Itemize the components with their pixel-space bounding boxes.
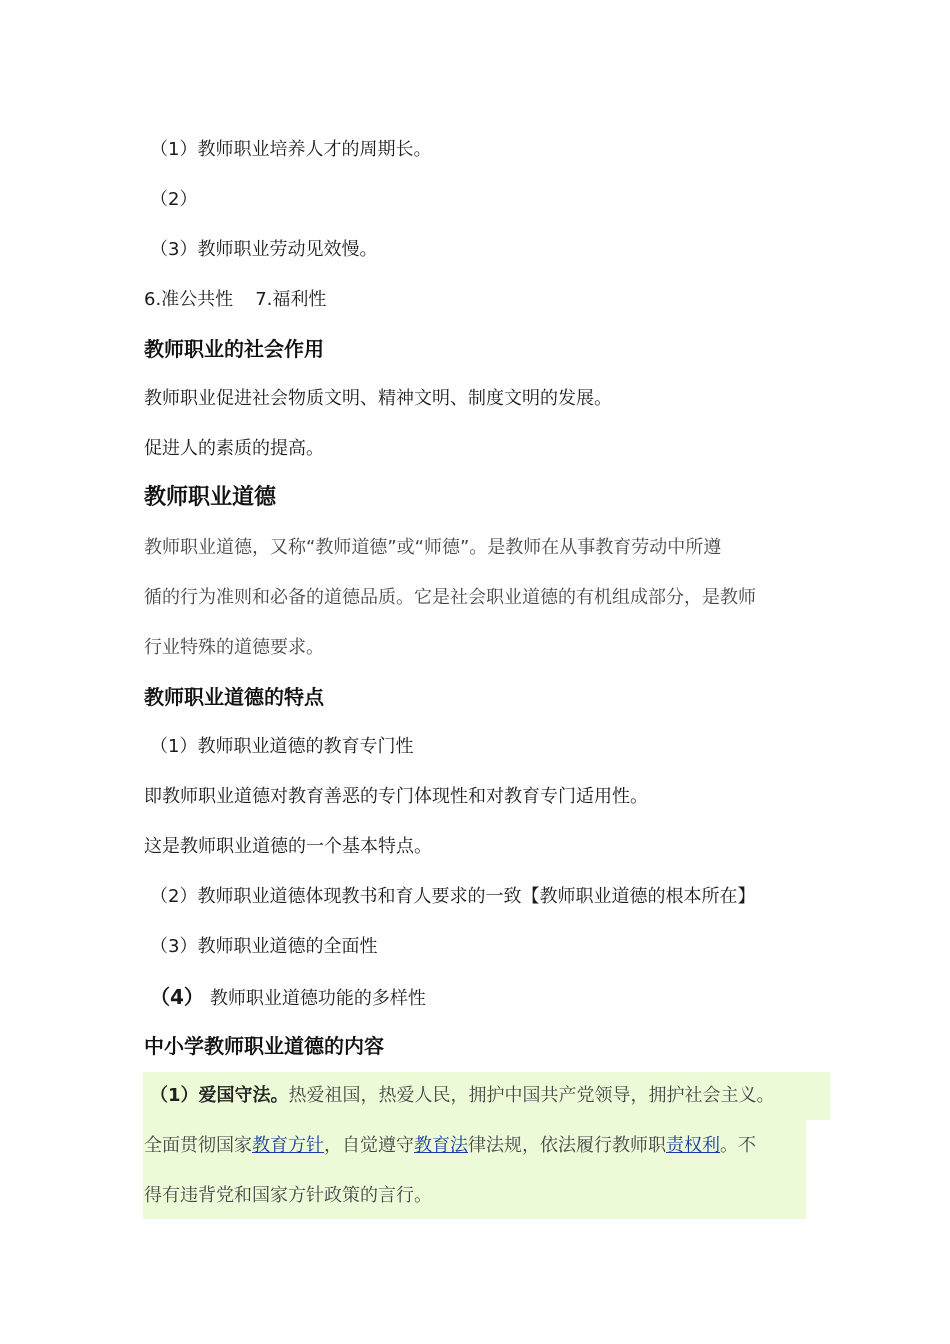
- social-role-paragraph-2: 促进人的素质的提高。: [144, 438, 324, 459]
- social-role-paragraph-1: 教师职业促进社会物质文明、精神文明、制度文明的发展。: [144, 388, 612, 409]
- content-text: 。不: [720, 1135, 756, 1156]
- content-line-1-rest: 热爱祖国，热爱人民，拥护中国共产党领导，拥护社会主义。: [288, 1085, 775, 1106]
- feature-item-4-text: 教师职业道德功能的多样性: [209, 988, 426, 1009]
- feature-item-1: （1）教师职业道德的教育专门性: [150, 736, 414, 757]
- content-line-3: 得有违背党和国家方针政策的言行。: [144, 1185, 432, 1206]
- link-rights-duties[interactable]: 责权利: [666, 1135, 720, 1156]
- feature-paragraph-1: 即教师职业道德对教育善恶的专门体现性和对教育专门适用性。: [144, 786, 648, 807]
- feature-item-4-number: （4）: [150, 985, 204, 1009]
- content-text: 全面贯彻国家: [144, 1135, 252, 1156]
- feature-paragraph-2: 这是教师职业道德的一个基本特点。: [144, 836, 432, 857]
- ethics-heading: 教师职业道德: [144, 485, 277, 510]
- content-text: ，自觉遵守: [324, 1135, 414, 1156]
- periodic-item-1: （1）教师职业培养人才的周期长。: [150, 139, 432, 160]
- content-lead: （1）爱国守法。: [150, 1085, 289, 1106]
- periodic-item-2: （2）: [150, 189, 198, 210]
- ethics-definition-line-3: 行业特殊的道德要求。: [144, 637, 324, 658]
- feature-item-2: （2）教师职业道德体现教书和育人要求的一致【教师职业道德的根本所在】: [150, 886, 756, 907]
- content-text: 律法规，依法履行教师职: [468, 1135, 666, 1156]
- link-education-law[interactable]: 教育法: [414, 1135, 468, 1156]
- highlighted-passage-overflow: [806, 1072, 830, 1120]
- ethics-definition-line-2: 循的行为准则和必备的道德品质。它是社会职业道德的有机组成部分，是教师: [144, 587, 756, 608]
- social-role-heading: 教师职业的社会作用: [144, 337, 324, 361]
- feature-item-3: （3）教师职业道德的全面性: [150, 936, 378, 957]
- ethics-definition-line-1: 教师职业道德，又称“教师道德”或“师德”。是教师在从事教育劳动中所遵: [144, 537, 722, 558]
- content-heading: 中小学教师职业道德的内容: [144, 1034, 384, 1058]
- feature-item-4: [150, 985, 426, 1011]
- content-line-1: [150, 1084, 775, 1108]
- traits-line: [144, 288, 326, 312]
- trait-6: 6.准公共性: [144, 289, 234, 310]
- ethics-features-heading: 教师职业道德的特点: [144, 685, 324, 709]
- trait-7: 7.福利性: [255, 289, 327, 310]
- link-education-policy[interactable]: 教育方针: [252, 1135, 324, 1156]
- content-line-2: [144, 1134, 756, 1158]
- periodic-item-3: （3）教师职业劳动见效慢。: [150, 239, 378, 260]
